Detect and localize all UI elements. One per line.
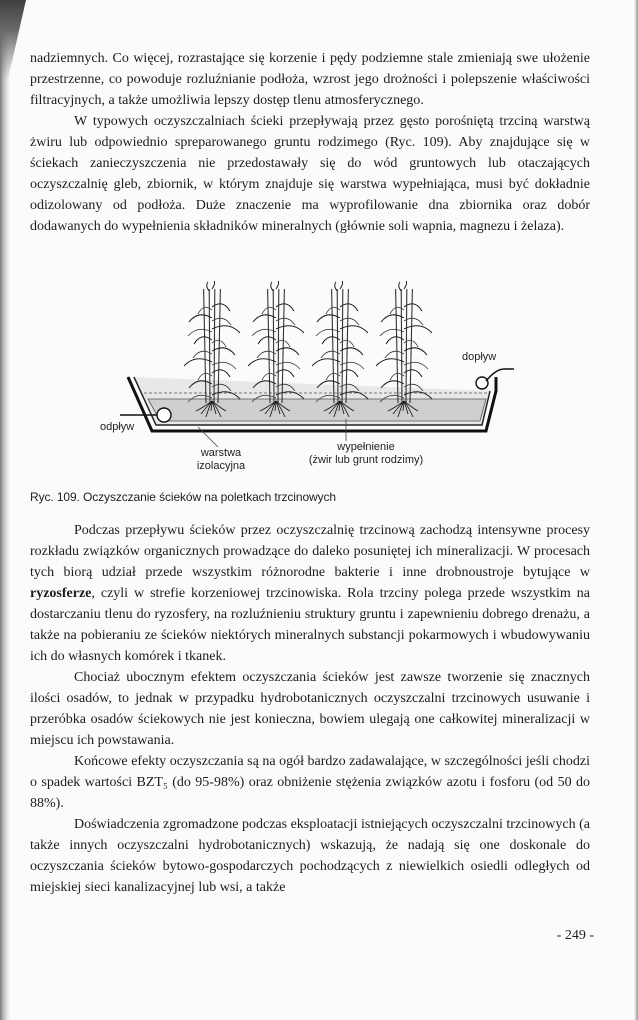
term-rhizosphere: ryzosferze <box>30 586 92 601</box>
text-block-top <box>30 48 590 237</box>
label-inflow: dopływ <box>462 351 497 363</box>
paragraph-3-part-a: Podczas przepływu ścieków przez oczyszczalnię trzcinową zachodzą intensywne procesy rozkładu związków organicznych prowadzące do daleko posuniętej ich mineralizacji. W procesach tych biorą udział przede wszystkim różnorodne bakterie i inne drobnoustroje bytujące w <box>30 523 590 580</box>
label-insulation-line-1: warstwa <box>200 447 242 459</box>
scan-shadow-right <box>634 0 638 1020</box>
label-fill-line-2: (żwir lub grunt rodzimy) <box>308 454 424 466</box>
paragraph-3-part-b: , czyli w strefie korzeniowej trzcinowiska. Rola trzciny polega przede wszystkim na dostarczaniu tlenu do ryzosfery, na rozluźnieniu struktury gruntu i zapewnieniu dobrego drenażu, a także na pobieraniu ze ścieków niektórych mineralnych substancji pokarmowych i wbudowywaniu ich do własnych komórek i tkanek. <box>30 586 590 664</box>
paragraph-1: nadziemnych. Co więcej, rozrastające się korzenie i pędy podziemne stale zmieniają swe ułożenie przestrzenne, co powoduje rozluźnianie podłoża, wzrost jego drożności i polepszenie właściwości filtracyjnych, a także umożliwia lepszy dostęp tlenu atmosferycznego. <box>30 51 590 108</box>
label-fill-line-1: wypełnienie <box>337 441 395 453</box>
text-block-bottom <box>30 520 590 898</box>
label-insulation-line-2: izolacyjna <box>196 460 246 472</box>
label-insulation <box>186 447 256 473</box>
figure-caption: Ryc. 109. Oczyszczanie ścieków na poletkach trzcinowych <box>30 490 336 504</box>
inflow-pipe <box>486 369 514 381</box>
paragraph-6: Doświadczenia zgromadzone podczas eksploatacji istniejących oczyszczalni trzcinowych (a także innych oczyszczalni hydrobotanicznych) wskazują, że nadają się one doskonale do oczyszczania ścieków bytowo-gospodarczych pochodzących z niewielkich osiedli odległych od miejskiej sieci kanalizacyjnej lub wsi, a także <box>30 817 590 895</box>
scan-shadow-left <box>0 0 10 1020</box>
label-outflow: odpływ <box>100 421 135 433</box>
paragraph-5: Końcowe efekty oczyszczania są na ogół bardzo zadawalające, w szczególności jeśli chodzi o spadek wartości BZT₅ (do 95-98%) oraz obniżenie stężenia związków azotu i fosforu (od 50 do 88%). <box>30 754 590 811</box>
page-number: - 249 - <box>556 928 594 943</box>
paragraph-4: Chociaż ubocznym efektem oczyszczania ścieków jest zawsze tworzenie się znacznych ilości osadów, to jednak w przypadku hydrobotanicznych oczyszczalni trzcinowych usuwanie i przeróbka osadów ściekowych nie jest konieczna, bowiem ulegają one całkowitej mineralizacji w miejscu ich powstawania. <box>30 670 590 748</box>
label-fill <box>286 441 446 467</box>
figure-reed-bed <box>100 281 520 481</box>
paragraph-2: W typowych oczyszczalniach ścieki przepływają przez gęsto porośniętą trzciną warstwą żwiru lub odpowiednio spreparowanego gruntu rodzimego (Ryc. 109). Aby znajdujące się w ściekach zanieczyszczenia nie przedostawały się do wód gruntowych lub otaczających oczyszczalnię gleb, zbiornik, w którym znajduje się warstwa wypełniająca, musi być dokładnie odizolowany od podłoża. Duże znaczenie ma wyprofilowanie dna zbiornika oraz dobór dodawanych do wypełnienia składników mineralnych (głównie soli wapnia, magnezu i żelaza). <box>30 114 590 234</box>
inflow-pipe-end <box>476 377 488 389</box>
paragraph-3 <box>30 520 590 667</box>
outflow-pipe-end <box>157 408 171 422</box>
